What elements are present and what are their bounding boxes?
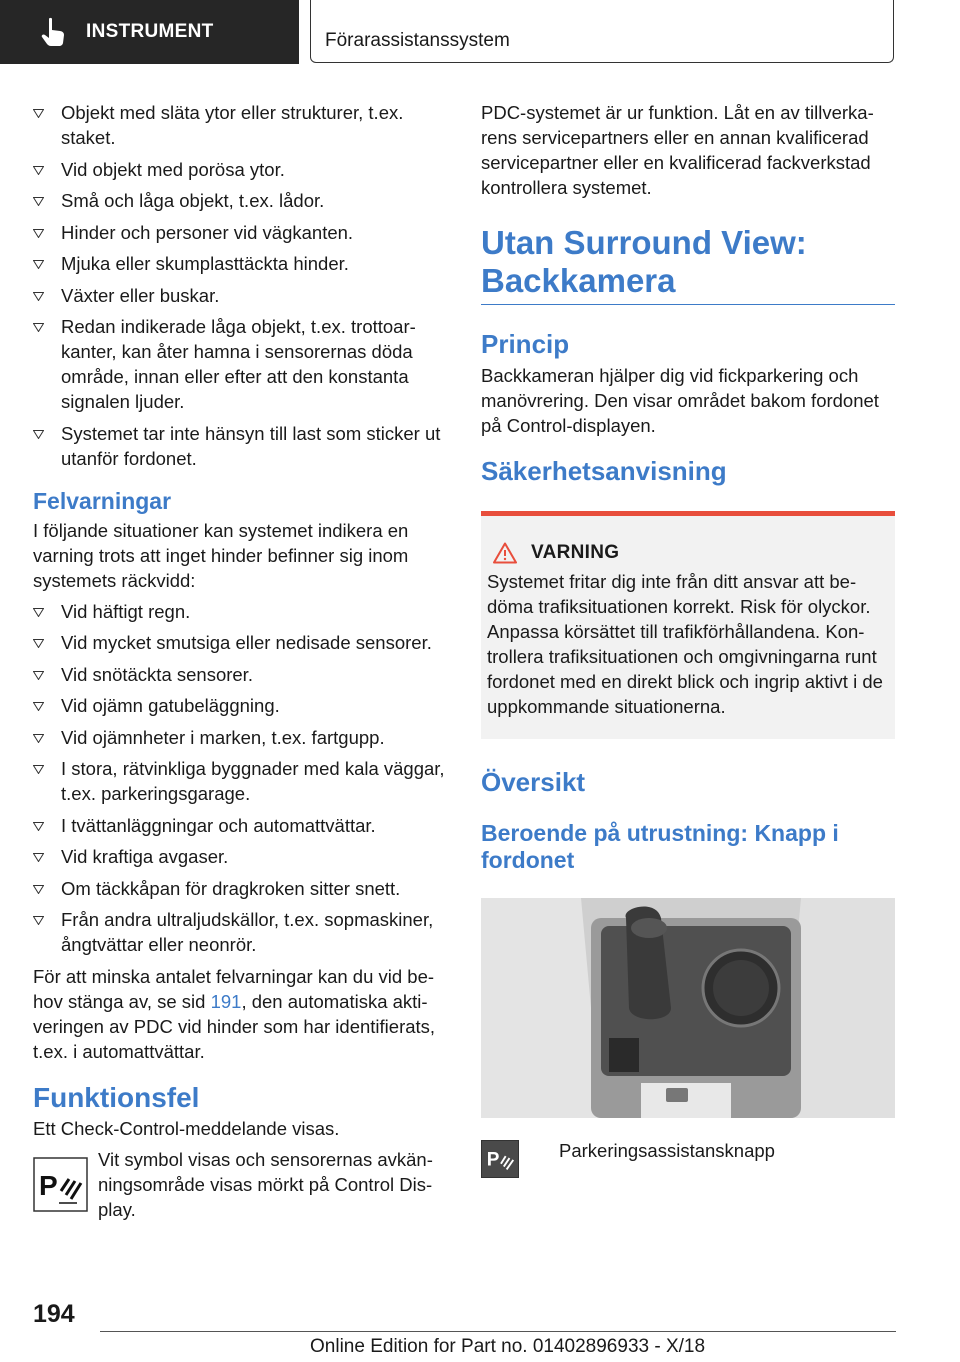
list-item: Från andra ultraljudskällor, t.ex. sopmaskiner, ångtvättar eller neonrör.	[33, 907, 451, 957]
svg-text:P: P	[486, 1149, 500, 1171]
list-item: I tvättanläggningar och automattvättar.	[33, 813, 451, 838]
triangle-bullet-icon	[33, 885, 44, 894]
triangle-bullet-icon	[33, 166, 44, 175]
page-reference-link[interactable]: 191	[210, 990, 242, 1012]
list-item: Små och låga objekt, t.ex. lådor.	[33, 188, 451, 213]
heading-divider	[481, 304, 895, 305]
limitations-list	[33, 100, 451, 471]
button-label: Parkeringsassistansknapp	[559, 1140, 775, 1161]
list-item: Objekt med släta ytor eller strukturer, t.ex. staket.	[33, 100, 451, 150]
triangle-bullet-icon	[33, 323, 44, 332]
section-title: INSTRUMENT	[86, 21, 214, 42]
false-warnings-list	[33, 599, 451, 958]
list-item: Redan indikerade låga objekt, t.ex. trottoarkanter, kan åter hamna i sensorernas döda område, innan eller efter att den konstanta signalen ljuder.	[33, 314, 451, 414]
triangle-bullet-icon	[33, 853, 44, 862]
triangle-bullet-icon	[33, 260, 44, 269]
triangle-bullet-icon	[33, 229, 44, 238]
symbol-description: Vit symbol visas och sensorernas avkänningsområde visas mörkt på Control Display.	[98, 1148, 433, 1220]
list-item: I stora, rätvinkliga byggnader med kala väggar, t.ex. parkeringsgarage.	[33, 756, 451, 806]
page-number: 194	[33, 1300, 75, 1328]
chapter-title: Förarassistanssystem	[325, 30, 510, 51]
right-column	[481, 100, 895, 1178]
warning-box	[481, 511, 895, 739]
reduce-warnings-text: För att minska antalet felvarningar kan du vid behov stänga av, se sid 191, den automatiska aktiveringen av PDC vid hinder som har identifierats, t.ex. i automattvättar.	[33, 965, 436, 1062]
footer-divider	[100, 1331, 896, 1332]
list-item: Vid snötäckta sensorer.	[33, 662, 451, 687]
list-item: Hinder och personer vid vägkanten.	[33, 220, 451, 245]
triangle-bullet-icon	[33, 702, 44, 711]
triangle-bullet-icon	[33, 197, 44, 206]
list-item: Vid ojämn gatubeläggning.	[33, 693, 451, 718]
oversikt-heading: Översikt	[481, 767, 586, 797]
list-item: Vid kraftiga avgaser.	[33, 844, 451, 869]
left-column	[33, 100, 451, 1222]
triangle-bullet-icon	[33, 734, 44, 743]
list-item: Vid häftigt regn.	[33, 599, 451, 624]
button-legend	[481, 1140, 895, 1178]
section-tab	[0, 0, 299, 64]
edition-note: Online Edition for Part no. 01402896933 - X/18	[310, 1336, 706, 1357]
console-illustration	[481, 898, 895, 1118]
center-console-image	[481, 898, 895, 1118]
felvarningar-heading: Felvarningar	[33, 487, 172, 514]
pdc-malfunction-text: PDC-systemet är ur funktion. Låt en av tillverkarens servicepartners eller en annan kvalificerad servicepartner eller en kvalificerad fackverkstad kontrollera systemet.	[481, 102, 874, 198]
warning-label: VARNING	[531, 542, 620, 563]
list-item: Systemet tar inte hänsyn till last som sticker ut utanför fordonet.	[33, 421, 451, 471]
hand-pointer-icon	[40, 17, 66, 47]
princip-heading: Princip	[481, 329, 570, 359]
triangle-bullet-icon	[33, 765, 44, 774]
felvarningar-intro: I följande situationer kan systemet indikera en varning trots att inget hinder befinner sig inom systemets räckvidd:	[33, 519, 409, 591]
warning-text: Systemet fritar dig inte från ditt ansvar att bedöma trafiksituationen korrekt. Risk för olyckor. Anpassa körsättet till trafikförhållandena. Kontrollera trafiksituationen och omgivningarna runt fordonet med en direkt blick och ingrip aktivt i de uppkommande situationerna.	[487, 571, 883, 717]
main-heading: Utan Surround View: Backkamera	[481, 224, 807, 299]
warning-header	[493, 542, 889, 564]
list-item: Växter eller buskar.	[33, 283, 451, 308]
triangle-bullet-icon	[33, 430, 44, 439]
triangle-bullet-icon	[33, 109, 44, 118]
pdc-symbol-icon	[33, 1157, 88, 1212]
triangle-bullet-icon	[33, 608, 44, 617]
parking-assist-button-icon	[481, 1140, 519, 1178]
list-item: Vid ojämnheter i marken, t.ex. fartgupp.	[33, 725, 451, 750]
triangle-bullet-icon	[33, 916, 44, 925]
triangle-bullet-icon	[33, 822, 44, 831]
svg-text:P: P	[39, 1169, 58, 1201]
funktionsfel-text: Ett Check-Control-meddelande visas.	[33, 1117, 340, 1139]
triangle-bullet-icon	[33, 639, 44, 648]
beroende-heading: Beroende på utrustning: Knapp i fordonet	[481, 820, 839, 873]
list-item: Mjuka eller skumplasttäckta hinder.	[33, 251, 451, 276]
triangle-bullet-icon	[33, 671, 44, 680]
list-item: Vid mycket smutsiga eller nedisade sensorer.	[33, 630, 451, 655]
list-item: Om täckkåpan för dragkroken sitter snett.	[33, 876, 451, 901]
symbol-note	[33, 1147, 451, 1222]
list-item: Vid objekt med porösa ytor.	[33, 157, 451, 182]
funktionsfel-heading: Funktionsfel	[33, 1081, 200, 1113]
triangle-bullet-icon	[33, 292, 44, 301]
warning-triangle-icon	[493, 542, 517, 564]
sakerhet-heading: Säkerhetsanvisning	[481, 456, 727, 486]
princip-text: Backkameran hjälper dig vid fickparkering och manövrering. Den visar området bakom fordonet på Control-displayen.	[481, 365, 879, 436]
chapter-tab	[310, 0, 894, 63]
